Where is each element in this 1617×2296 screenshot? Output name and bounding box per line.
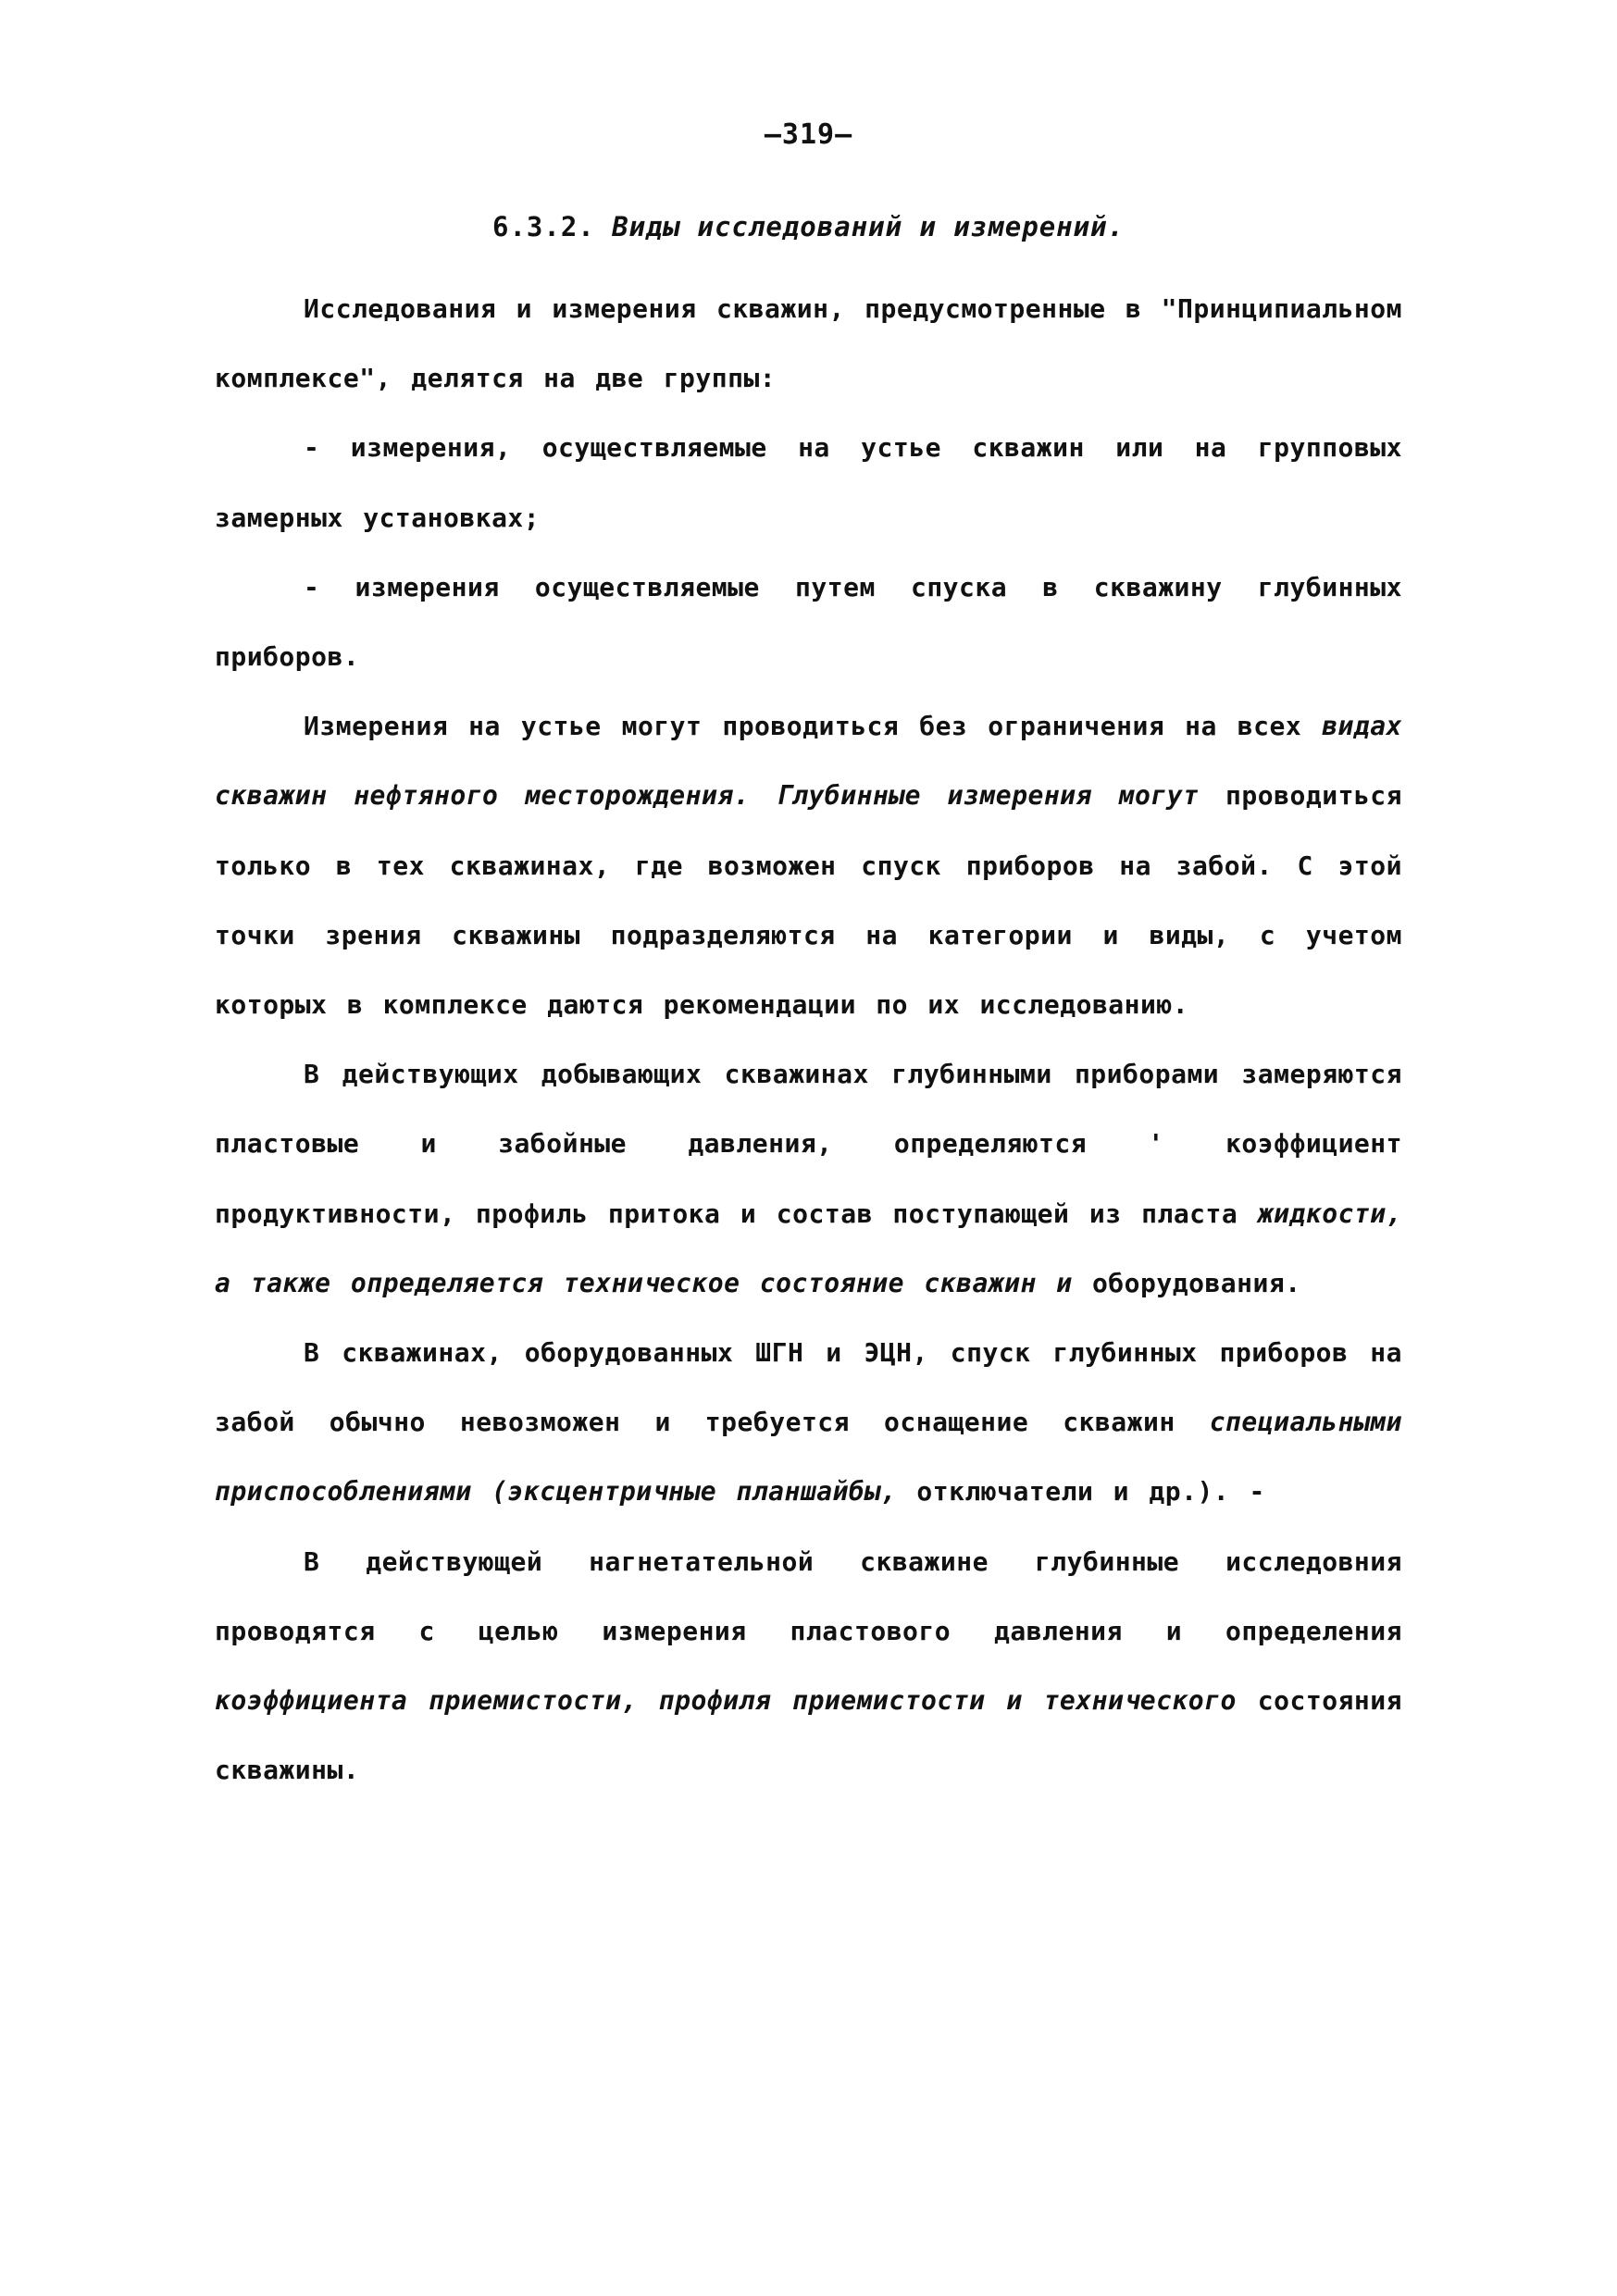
paragraph-measurements <box>215 691 1402 1039</box>
paragraph-injection-part-2: состояния скважины. <box>215 1685 1402 1786</box>
paragraph-production-italic: жидкости, а также определяется техническое состояние скважин и <box>215 1198 1402 1298</box>
section-title: Виды исследований и измерений. <box>612 211 1126 242</box>
paragraph-injection-part-1: В действующей нагнетательной скважине глубинные исследовния проводятся с целью измерения пластового давления и определения <box>215 1545 1402 1646</box>
paragraph-pump-italic: специальными приспособлениями (эксцентричные планшайбы, <box>215 1407 1402 1508</box>
paragraph-pump-wells <box>215 1318 1402 1527</box>
list-item-wellhead: - измерения, осуществляемые на устье скважин или на групповых замерных установках; <box>215 432 1402 533</box>
paragraph-measurements-part-2: проводиться только в тех скважинах, где возможен спуск приборов на забой. С этой точки зрения скважины подразделяются на категории и виды, с учетом которых в комплексе даются рекомендации по их исследованию. <box>215 780 1402 1021</box>
paragraph-production-part-1: В действующих добывающих скважинах глубинными приборами замеряются пластовые и забойные давления, определяются ' коэффициент продуктивности, профиль притока и состав поступающей из пласта <box>215 1059 1402 1229</box>
page-number: —319— <box>764 118 853 151</box>
paragraph-intro: Исследования и измерения скважин, предусмотренные в "Принципиальном комплексе", делятся на две группы: <box>215 293 1402 394</box>
paragraph-measurements-part-1: Измерения на устье могут проводиться без ограничения на всех <box>304 711 1323 742</box>
paragraph-production-part-2: оборудования. <box>1072 1267 1301 1298</box>
paragraph-pump-part-2: отключатели и др.). - <box>897 1476 1265 1508</box>
paragraph-measurements-italic: видах скважин нефтяного месторождения. Глубинные измерения могут <box>215 711 1402 812</box>
section-number: 6.3.2. <box>491 211 595 242</box>
paragraph-pump-part-1: В скважинах, оборудованных ШГН и ЭЦН, спуск глубинных приборов на забой обычно невозможен и требуется оснащение скважин <box>215 1337 1402 1438</box>
paragraph-injection-wells <box>215 1527 1402 1806</box>
paragraph-injection-italic: коэффициента приемистости, профиля приемистости и технического <box>215 1685 1237 1717</box>
list-item-downhole: - измерения осуществляемые путем спуска в скважину глубинных приборов. <box>215 571 1402 673</box>
paragraph-production-wells <box>215 1039 1402 1318</box>
body-text <box>215 274 1402 1805</box>
section-heading <box>0 211 1617 242</box>
